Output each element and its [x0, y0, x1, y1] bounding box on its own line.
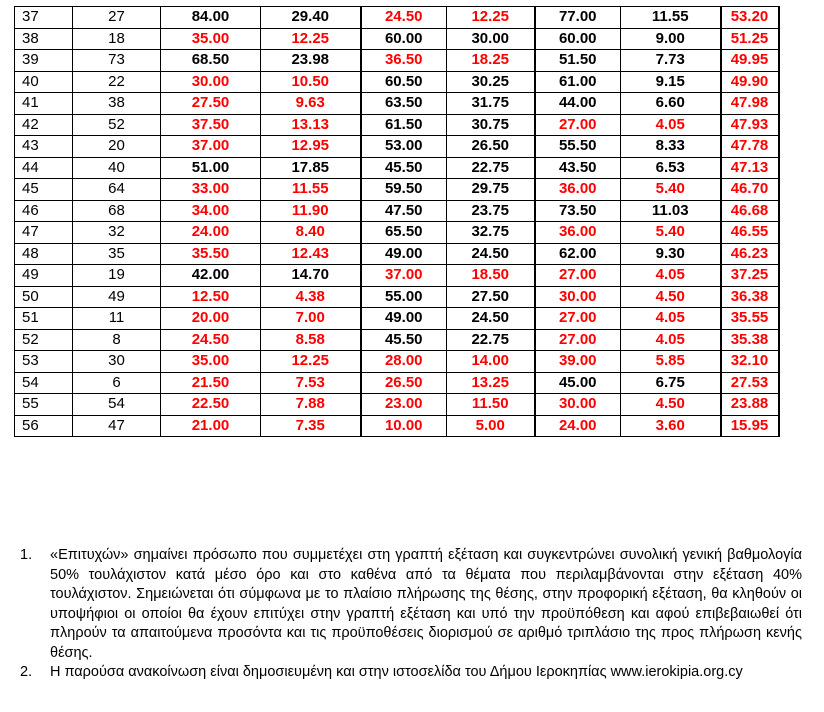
rank-cell: 46 [15, 200, 73, 222]
note-number: 1. [20, 547, 33, 563]
written-weighted-cell: 12.95 [261, 136, 361, 158]
oral-weighted-cell: 30.00 [447, 28, 535, 50]
table-row [15, 157, 779, 179]
oral-score-cell: 47.50 [361, 200, 447, 222]
note-item [20, 663, 802, 683]
experience-weighted-cell: 9.30 [621, 243, 721, 265]
oral-score-cell: 24.50 [361, 7, 447, 29]
total-score-cell: 46.68 [721, 200, 779, 222]
rank-cell: 53 [15, 351, 73, 373]
rank-cell: 43 [15, 136, 73, 158]
rank-cell: 37 [15, 7, 73, 29]
rank-cell: 47 [15, 222, 73, 244]
experience-score-cell: 44.00 [535, 93, 621, 115]
written-score-cell: 37.50 [161, 114, 261, 136]
experience-weighted-cell: 9.15 [621, 71, 721, 93]
table-row [15, 200, 779, 222]
experience-score-cell: 27.00 [535, 308, 621, 330]
experience-weighted-cell: 4.05 [621, 329, 721, 351]
experience-score-cell: 73.50 [535, 200, 621, 222]
written-weighted-cell: 13.13 [261, 114, 361, 136]
rank-cell: 52 [15, 329, 73, 351]
written-weighted-cell: 14.70 [261, 265, 361, 287]
experience-weighted-cell: 4.50 [621, 286, 721, 308]
total-score-cell: 49.95 [721, 50, 779, 72]
experience-score-cell: 27.00 [535, 265, 621, 287]
total-score-cell: 51.25 [721, 28, 779, 50]
oral-score-cell: 49.00 [361, 308, 447, 330]
candidate-code-cell: 68 [73, 200, 161, 222]
written-weighted-cell: 11.55 [261, 179, 361, 201]
rank-cell: 44 [15, 157, 73, 179]
experience-weighted-cell: 8.33 [621, 136, 721, 158]
oral-score-cell: 37.00 [361, 265, 447, 287]
oral-score-cell: 53.00 [361, 136, 447, 158]
experience-weighted-cell: 3.60 [621, 415, 721, 437]
written-weighted-cell: 12.43 [261, 243, 361, 265]
candidate-code-cell: 35 [73, 243, 161, 265]
total-score-cell: 32.10 [721, 351, 779, 373]
written-weighted-cell: 11.90 [261, 200, 361, 222]
rank-cell: 39 [15, 50, 73, 72]
experience-weighted-cell: 9.00 [621, 28, 721, 50]
rank-cell: 50 [15, 286, 73, 308]
total-score-cell: 47.98 [721, 93, 779, 115]
experience-score-cell: 51.50 [535, 50, 621, 72]
candidate-code-cell: 32 [73, 222, 161, 244]
total-score-cell: 15.95 [721, 415, 779, 437]
table-row [15, 243, 779, 265]
rank-cell: 41 [15, 93, 73, 115]
written-score-cell: 84.00 [161, 7, 261, 29]
table-row [15, 286, 779, 308]
candidate-code-cell: 19 [73, 265, 161, 287]
total-score-cell: 47.78 [721, 136, 779, 158]
oral-score-cell: 28.00 [361, 351, 447, 373]
written-score-cell: 37.00 [161, 136, 261, 158]
rank-cell: 49 [15, 265, 73, 287]
experience-weighted-cell: 4.50 [621, 394, 721, 416]
note-text: «Επιτυχών» σημαίνει πρόσωπο που συμμετέχει στη γραπτή εξέταση και συγκεντρώνει συνολική γενική βαθμολογία 50% τουλάχιστον κατά μέσο όρο και στο καθένα από τα θέματα που περιλαμβάνονται στην εξέταση 40% τουλάχιστον. Σημειώνεται ότι σύμφωνα με το πλαίσιο πλήρωσης της θέσης, στην προφορική εξέταση, θα κληθούν οι υποψήφιοι οι οποίοι θα έχουν επιτύχει στην γραπτή εξέταση και υπό την προϋπόθεση και αφού επιβεβαιωθεί ότι πληρούν τα απαιτούμενα προσόντα και τις προϋποθέσεις διορισμού σε αριθμό τριπλάσιο της προς πλήρωση κενής θέσης. [50, 547, 802, 661]
total-score-cell: 47.13 [721, 157, 779, 179]
oral-weighted-cell: 22.75 [447, 329, 535, 351]
candidate-code-cell: 49 [73, 286, 161, 308]
oral-weighted-cell: 27.50 [447, 286, 535, 308]
written-weighted-cell: 8.58 [261, 329, 361, 351]
total-score-cell: 46.23 [721, 243, 779, 265]
table-row [15, 308, 779, 330]
table-row [15, 222, 779, 244]
candidate-code-cell: 11 [73, 308, 161, 330]
experience-score-cell: 60.00 [535, 28, 621, 50]
written-score-cell: 34.00 [161, 200, 261, 222]
oral-weighted-cell: 31.75 [447, 93, 535, 115]
written-score-cell: 35.00 [161, 28, 261, 50]
table-row [15, 179, 779, 201]
written-score-cell: 24.50 [161, 329, 261, 351]
written-score-cell: 24.00 [161, 222, 261, 244]
experience-score-cell: 27.00 [535, 329, 621, 351]
note-text: Η παρούσα ανακοίνωση είναι δημοσιευμένη και στην ιστοσελίδα του Δήμου Ιεροκηπίας www.ierokipia.org.cy [50, 664, 743, 680]
table-row [15, 93, 779, 115]
experience-weighted-cell: 11.55 [621, 7, 721, 29]
written-score-cell: 22.50 [161, 394, 261, 416]
oral-weighted-cell: 24.50 [447, 243, 535, 265]
oral-weighted-cell: 5.00 [447, 415, 535, 437]
oral-weighted-cell: 18.50 [447, 265, 535, 287]
candidate-code-cell: 30 [73, 351, 161, 373]
written-weighted-cell: 17.85 [261, 157, 361, 179]
table-row [15, 265, 779, 287]
oral-score-cell: 26.50 [361, 372, 447, 394]
oral-score-cell: 65.50 [361, 222, 447, 244]
oral-score-cell: 10.00 [361, 415, 447, 437]
table-row [15, 372, 779, 394]
experience-weighted-cell: 5.40 [621, 179, 721, 201]
oral-score-cell: 45.50 [361, 329, 447, 351]
experience-weighted-cell: 4.05 [621, 265, 721, 287]
oral-weighted-cell: 13.25 [447, 372, 535, 394]
experience-score-cell: 30.00 [535, 286, 621, 308]
results-table [14, 6, 780, 437]
table-row [15, 351, 779, 373]
candidate-code-cell: 6 [73, 372, 161, 394]
written-score-cell: 35.00 [161, 351, 261, 373]
written-score-cell: 30.00 [161, 71, 261, 93]
written-score-cell: 68.50 [161, 50, 261, 72]
rank-cell: 54 [15, 372, 73, 394]
written-weighted-cell: 7.35 [261, 415, 361, 437]
note-item [20, 546, 802, 663]
candidate-code-cell: 54 [73, 394, 161, 416]
oral-weighted-cell: 12.25 [447, 7, 535, 29]
written-weighted-cell: 7.00 [261, 308, 361, 330]
candidate-code-cell: 52 [73, 114, 161, 136]
experience-weighted-cell: 6.60 [621, 93, 721, 115]
written-score-cell: 12.50 [161, 286, 261, 308]
oral-weighted-cell: 18.25 [447, 50, 535, 72]
written-weighted-cell: 10.50 [261, 71, 361, 93]
written-weighted-cell: 12.25 [261, 351, 361, 373]
candidate-code-cell: 47 [73, 415, 161, 437]
experience-score-cell: 39.00 [535, 351, 621, 373]
table-row [15, 394, 779, 416]
written-score-cell: 27.50 [161, 93, 261, 115]
experience-score-cell: 55.50 [535, 136, 621, 158]
oral-score-cell: 36.50 [361, 50, 447, 72]
rank-cell: 48 [15, 243, 73, 265]
experience-weighted-cell: 5.40 [621, 222, 721, 244]
total-score-cell: 53.20 [721, 7, 779, 29]
experience-weighted-cell: 5.85 [621, 351, 721, 373]
oral-score-cell: 23.00 [361, 394, 447, 416]
written-score-cell: 35.50 [161, 243, 261, 265]
oral-score-cell: 49.00 [361, 243, 447, 265]
rank-cell: 42 [15, 114, 73, 136]
candidate-code-cell: 73 [73, 50, 161, 72]
candidate-code-cell: 27 [73, 7, 161, 29]
oral-weighted-cell: 29.75 [447, 179, 535, 201]
experience-score-cell: 24.00 [535, 415, 621, 437]
experience-score-cell: 27.00 [535, 114, 621, 136]
oral-score-cell: 61.50 [361, 114, 447, 136]
oral-score-cell: 60.50 [361, 71, 447, 93]
experience-weighted-cell: 4.05 [621, 114, 721, 136]
experience-score-cell: 62.00 [535, 243, 621, 265]
table-row [15, 71, 779, 93]
oral-weighted-cell: 23.75 [447, 200, 535, 222]
candidate-code-cell: 38 [73, 93, 161, 115]
rank-cell: 45 [15, 179, 73, 201]
total-score-cell: 46.55 [721, 222, 779, 244]
experience-score-cell: 30.00 [535, 394, 621, 416]
rank-cell: 51 [15, 308, 73, 330]
rank-cell: 38 [15, 28, 73, 50]
oral-score-cell: 55.00 [361, 286, 447, 308]
written-weighted-cell: 23.98 [261, 50, 361, 72]
total-score-cell: 35.55 [721, 308, 779, 330]
oral-score-cell: 45.50 [361, 157, 447, 179]
rank-cell: 40 [15, 71, 73, 93]
experience-weighted-cell: 4.05 [621, 308, 721, 330]
experience-weighted-cell: 11.03 [621, 200, 721, 222]
oral-score-cell: 60.00 [361, 28, 447, 50]
experience-weighted-cell: 7.73 [621, 50, 721, 72]
oral-weighted-cell: 11.50 [447, 394, 535, 416]
candidate-code-cell: 8 [73, 329, 161, 351]
written-weighted-cell: 9.63 [261, 93, 361, 115]
experience-score-cell: 77.00 [535, 7, 621, 29]
oral-weighted-cell: 30.25 [447, 71, 535, 93]
written-weighted-cell: 12.25 [261, 28, 361, 50]
experience-score-cell: 61.00 [535, 71, 621, 93]
oral-weighted-cell: 26.50 [447, 136, 535, 158]
notes-list [20, 546, 802, 683]
table-row [15, 136, 779, 158]
table-row [15, 114, 779, 136]
oral-score-cell: 59.50 [361, 179, 447, 201]
oral-score-cell: 63.50 [361, 93, 447, 115]
written-weighted-cell: 29.40 [261, 7, 361, 29]
total-score-cell: 36.38 [721, 286, 779, 308]
written-weighted-cell: 8.40 [261, 222, 361, 244]
written-score-cell: 21.50 [161, 372, 261, 394]
rank-cell: 56 [15, 415, 73, 437]
total-score-cell: 35.38 [721, 329, 779, 351]
written-score-cell: 51.00 [161, 157, 261, 179]
table-row [15, 415, 779, 437]
written-weighted-cell: 7.88 [261, 394, 361, 416]
table-row [15, 329, 779, 351]
experience-weighted-cell: 6.75 [621, 372, 721, 394]
experience-score-cell: 36.00 [535, 222, 621, 244]
written-weighted-cell: 4.38 [261, 286, 361, 308]
total-score-cell: 37.25 [721, 265, 779, 287]
experience-score-cell: 45.00 [535, 372, 621, 394]
oral-weighted-cell: 32.75 [447, 222, 535, 244]
experience-weighted-cell: 6.53 [621, 157, 721, 179]
candidate-code-cell: 20 [73, 136, 161, 158]
oral-weighted-cell: 30.75 [447, 114, 535, 136]
written-score-cell: 33.00 [161, 179, 261, 201]
candidate-code-cell: 40 [73, 157, 161, 179]
rank-cell: 55 [15, 394, 73, 416]
written-score-cell: 21.00 [161, 415, 261, 437]
note-number: 2. [20, 664, 33, 680]
oral-weighted-cell: 24.50 [447, 308, 535, 330]
written-score-cell: 42.00 [161, 265, 261, 287]
total-score-cell: 47.93 [721, 114, 779, 136]
oral-weighted-cell: 22.75 [447, 157, 535, 179]
total-score-cell: 27.53 [721, 372, 779, 394]
experience-score-cell: 36.00 [535, 179, 621, 201]
total-score-cell: 49.90 [721, 71, 779, 93]
table-row [15, 50, 779, 72]
total-score-cell: 23.88 [721, 394, 779, 416]
total-score-cell: 46.70 [721, 179, 779, 201]
candidate-code-cell: 18 [73, 28, 161, 50]
experience-score-cell: 43.50 [535, 157, 621, 179]
table-row [15, 7, 779, 29]
oral-weighted-cell: 14.00 [447, 351, 535, 373]
written-weighted-cell: 7.53 [261, 372, 361, 394]
candidate-code-cell: 22 [73, 71, 161, 93]
candidate-code-cell: 64 [73, 179, 161, 201]
table-row [15, 28, 779, 50]
written-score-cell: 20.00 [161, 308, 261, 330]
